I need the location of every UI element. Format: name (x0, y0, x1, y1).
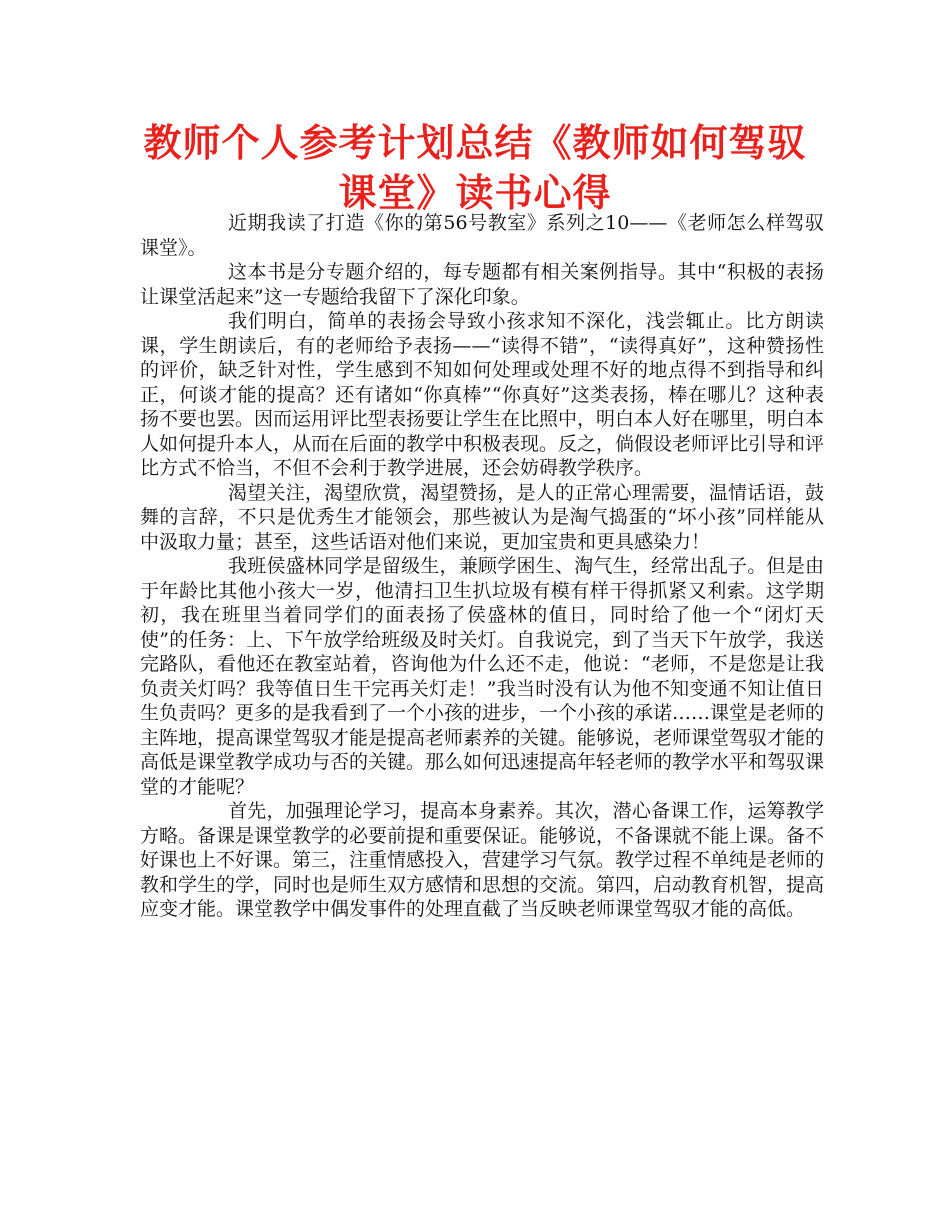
paragraph: 我们明白，简单的表扬会导致小孩求知不深化，浅尝辄止。比方朗读课，学生朗读后，有的老师给予表扬——“读得不错”，“读得真好”，这种赞扬性的评价，缺乏针对性，学生感到不知如何处理或处理不好的地点得不到指导和纠正，何谈才能的提高？还有诸如“你真棒”“你真好”这类表扬，棒在哪儿？这种表扬不要也罢。因而运用评比型表扬要让学生在比照中，明白本人好在哪里，明白本人如何提升本人，从而在后面的教学中积极表现。反之，倘假设老师评比引导和评比方式不恰当，不但不会利于教学进展，还会妨碍教学秩序。 (140, 310, 825, 479)
document-title: 教师个人参考计划总结《教师如何驾驭课堂》读书心得 (143, 121, 807, 215)
document-body (140, 211, 824, 922)
paragraph: 这本书是分专题介绍的，每专题都有相关案例指导。其中“积极的表扬让课堂活起来”这一专题给我留下了深化印象。 (140, 261, 824, 308)
paragraph: 我班侯盛林同学是留级生，兼顾学困生、淘气生，经常出乱子。但是由于年龄比其他小孩大一岁，他清扫卫生扒垃圾有模有样干得抓紧又利索。这学期初，我在班里当着同学们的面表扬了侯盛林的值日，同时给了他一个“闭灯天使”的任务：上、下午放学给班级及时关灯。自我说完，到了当天下午放学，我送完路队，看他还在教室站着，咨询他为什么还不走，他说：“老师，不是您是让我负责关灯吗？我等值日生干完再关灯走！”我当时没有认为他不知变通不知让值日生负责吗？更多的是我看到了一个小孩的进步，一个小孩的承诺……课堂是老师的主阵地，提高课堂驾驭才能是提高老师素养的关键。能够说，老师课堂驾驭才能的高低是课堂教学成功与否的关键。那么如何迅速提高年轻老师的教学水平和驾驭课堂的才能呢？ (140, 555, 825, 798)
paragraph: 近期我读了打造《你的第56号教室》系列之10——《老师怎么样驾驭课堂》。 (140, 212, 824, 259)
paragraph: 渴望关注，渴望欣赏，渴望赞扬，是人的正常心理需要，温情话语，鼓舞的言辞，不只是优秀生才能领会，那些被认为是淘气捣蛋的“坏小孩”同样能从中汲取力量；甚至，这些话语对他们来说，更加宝贵和更具感染力！ (140, 481, 824, 553)
paragraph: 首先，加强理论学习，提高本身素养。其次，潜心备课工作，运筹教学方略。备课是课堂教学的必要前提和重要保证。能够说，不备课就不能上课。备不好课也上不好课。第三，注重情感投入，营建学习气氛。教学过程不单纯是老师的教和学生的学，同时也是师生双方感情和思想的交流。第四，启动教育机智，提高应变才能。课堂教学中偶发事件的处理直截了当反映老师课堂驾驭才能的高低。 (140, 800, 825, 920)
